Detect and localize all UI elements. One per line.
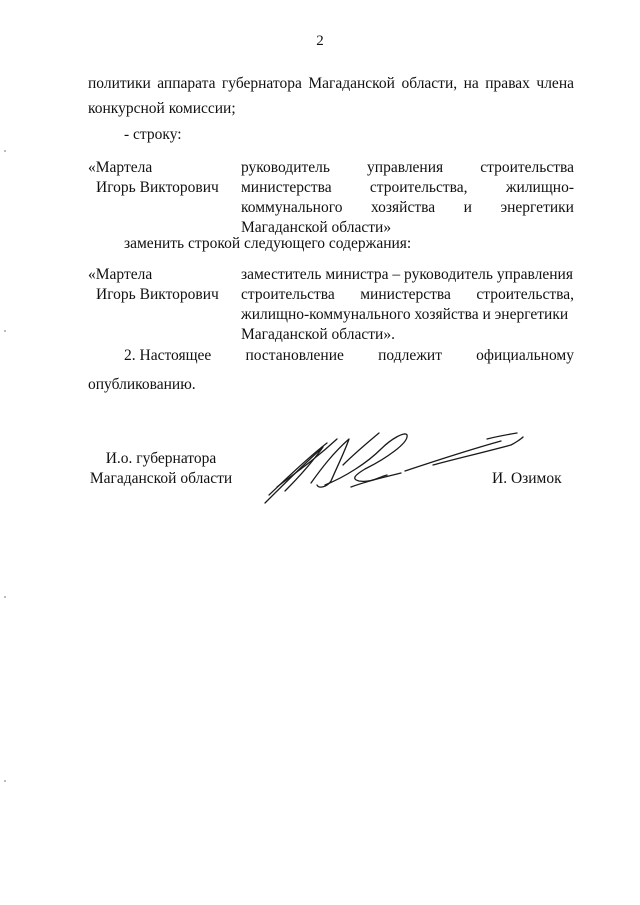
para1-line2: конкурсной комиссии; [88, 100, 236, 117]
handwritten-signature [255, 425, 535, 510]
word: министерства [241, 179, 332, 196]
new-desc-line4 [241, 325, 574, 345]
word: Магаданской области» [241, 219, 392, 236]
new-desc-line2 [241, 285, 574, 305]
word: хозяйства [370, 199, 436, 216]
word: строительства, [369, 179, 468, 196]
scan-mark [4, 596, 6, 598]
old-entry-given-names: Игорь Викторович [96, 179, 219, 196]
para2-line2: опубликованию. [88, 376, 196, 393]
word: управления [367, 159, 444, 176]
word: официальному [476, 347, 574, 364]
word: политики [88, 75, 151, 92]
word: губернатора [221, 75, 302, 92]
word: строительства, [476, 286, 574, 303]
word: руководитель [241, 159, 330, 176]
word: жилищно- [505, 179, 574, 196]
word: и [463, 199, 472, 216]
signatory-title-line1: И.о. губернатора [105, 450, 217, 467]
signatory-title-line2: Магаданской области [89, 470, 233, 487]
signatory-title [86, 449, 236, 489]
new-entry-name [88, 265, 228, 305]
para1-line1 [88, 74, 574, 94]
word: постановление [245, 347, 344, 364]
scan-mark [4, 780, 6, 782]
signatory-name: И. Озимок [492, 470, 562, 487]
scan-mark [4, 150, 6, 152]
word: члена [536, 75, 574, 92]
new-entry-description [241, 265, 574, 345]
word: 2. Настоящее [124, 347, 212, 364]
word: подлежит [378, 347, 442, 364]
old-entry-description [241, 158, 574, 238]
new-desc-line1 [241, 265, 574, 285]
scan-mark [4, 330, 6, 332]
word: правах [485, 75, 530, 92]
old-entry-name [88, 158, 228, 198]
word: коммунального [241, 199, 343, 216]
replace-label: - строку: [124, 126, 182, 143]
old-desc-line1 [241, 158, 574, 178]
word: строительства [241, 286, 335, 303]
word: министерства [360, 286, 451, 303]
word: заместитель министра – руководитель управления [241, 266, 573, 283]
word: энергетики [500, 199, 574, 216]
new-entry-given-names: Игорь Викторович [96, 286, 219, 303]
old-entry-surname: «Мартела [88, 159, 153, 176]
word: Магаданской [308, 75, 395, 92]
word: Магаданской области». [241, 326, 395, 343]
page-number: 2 [316, 33, 324, 49]
word: области, [401, 75, 458, 92]
para2-line1 [124, 346, 574, 366]
new-entry-surname: «Мартела [88, 266, 153, 283]
old-desc-line2 [241, 178, 574, 198]
word: на [463, 75, 479, 92]
replace-with-label: заменить строкой следующего содержания: [124, 235, 412, 252]
word: аппарата [157, 75, 216, 92]
word: строительства [480, 159, 574, 176]
word: жилищно-коммунального хозяйства и энергетики [241, 306, 569, 323]
new-desc-line3 [241, 305, 574, 325]
old-desc-line3 [241, 198, 574, 218]
